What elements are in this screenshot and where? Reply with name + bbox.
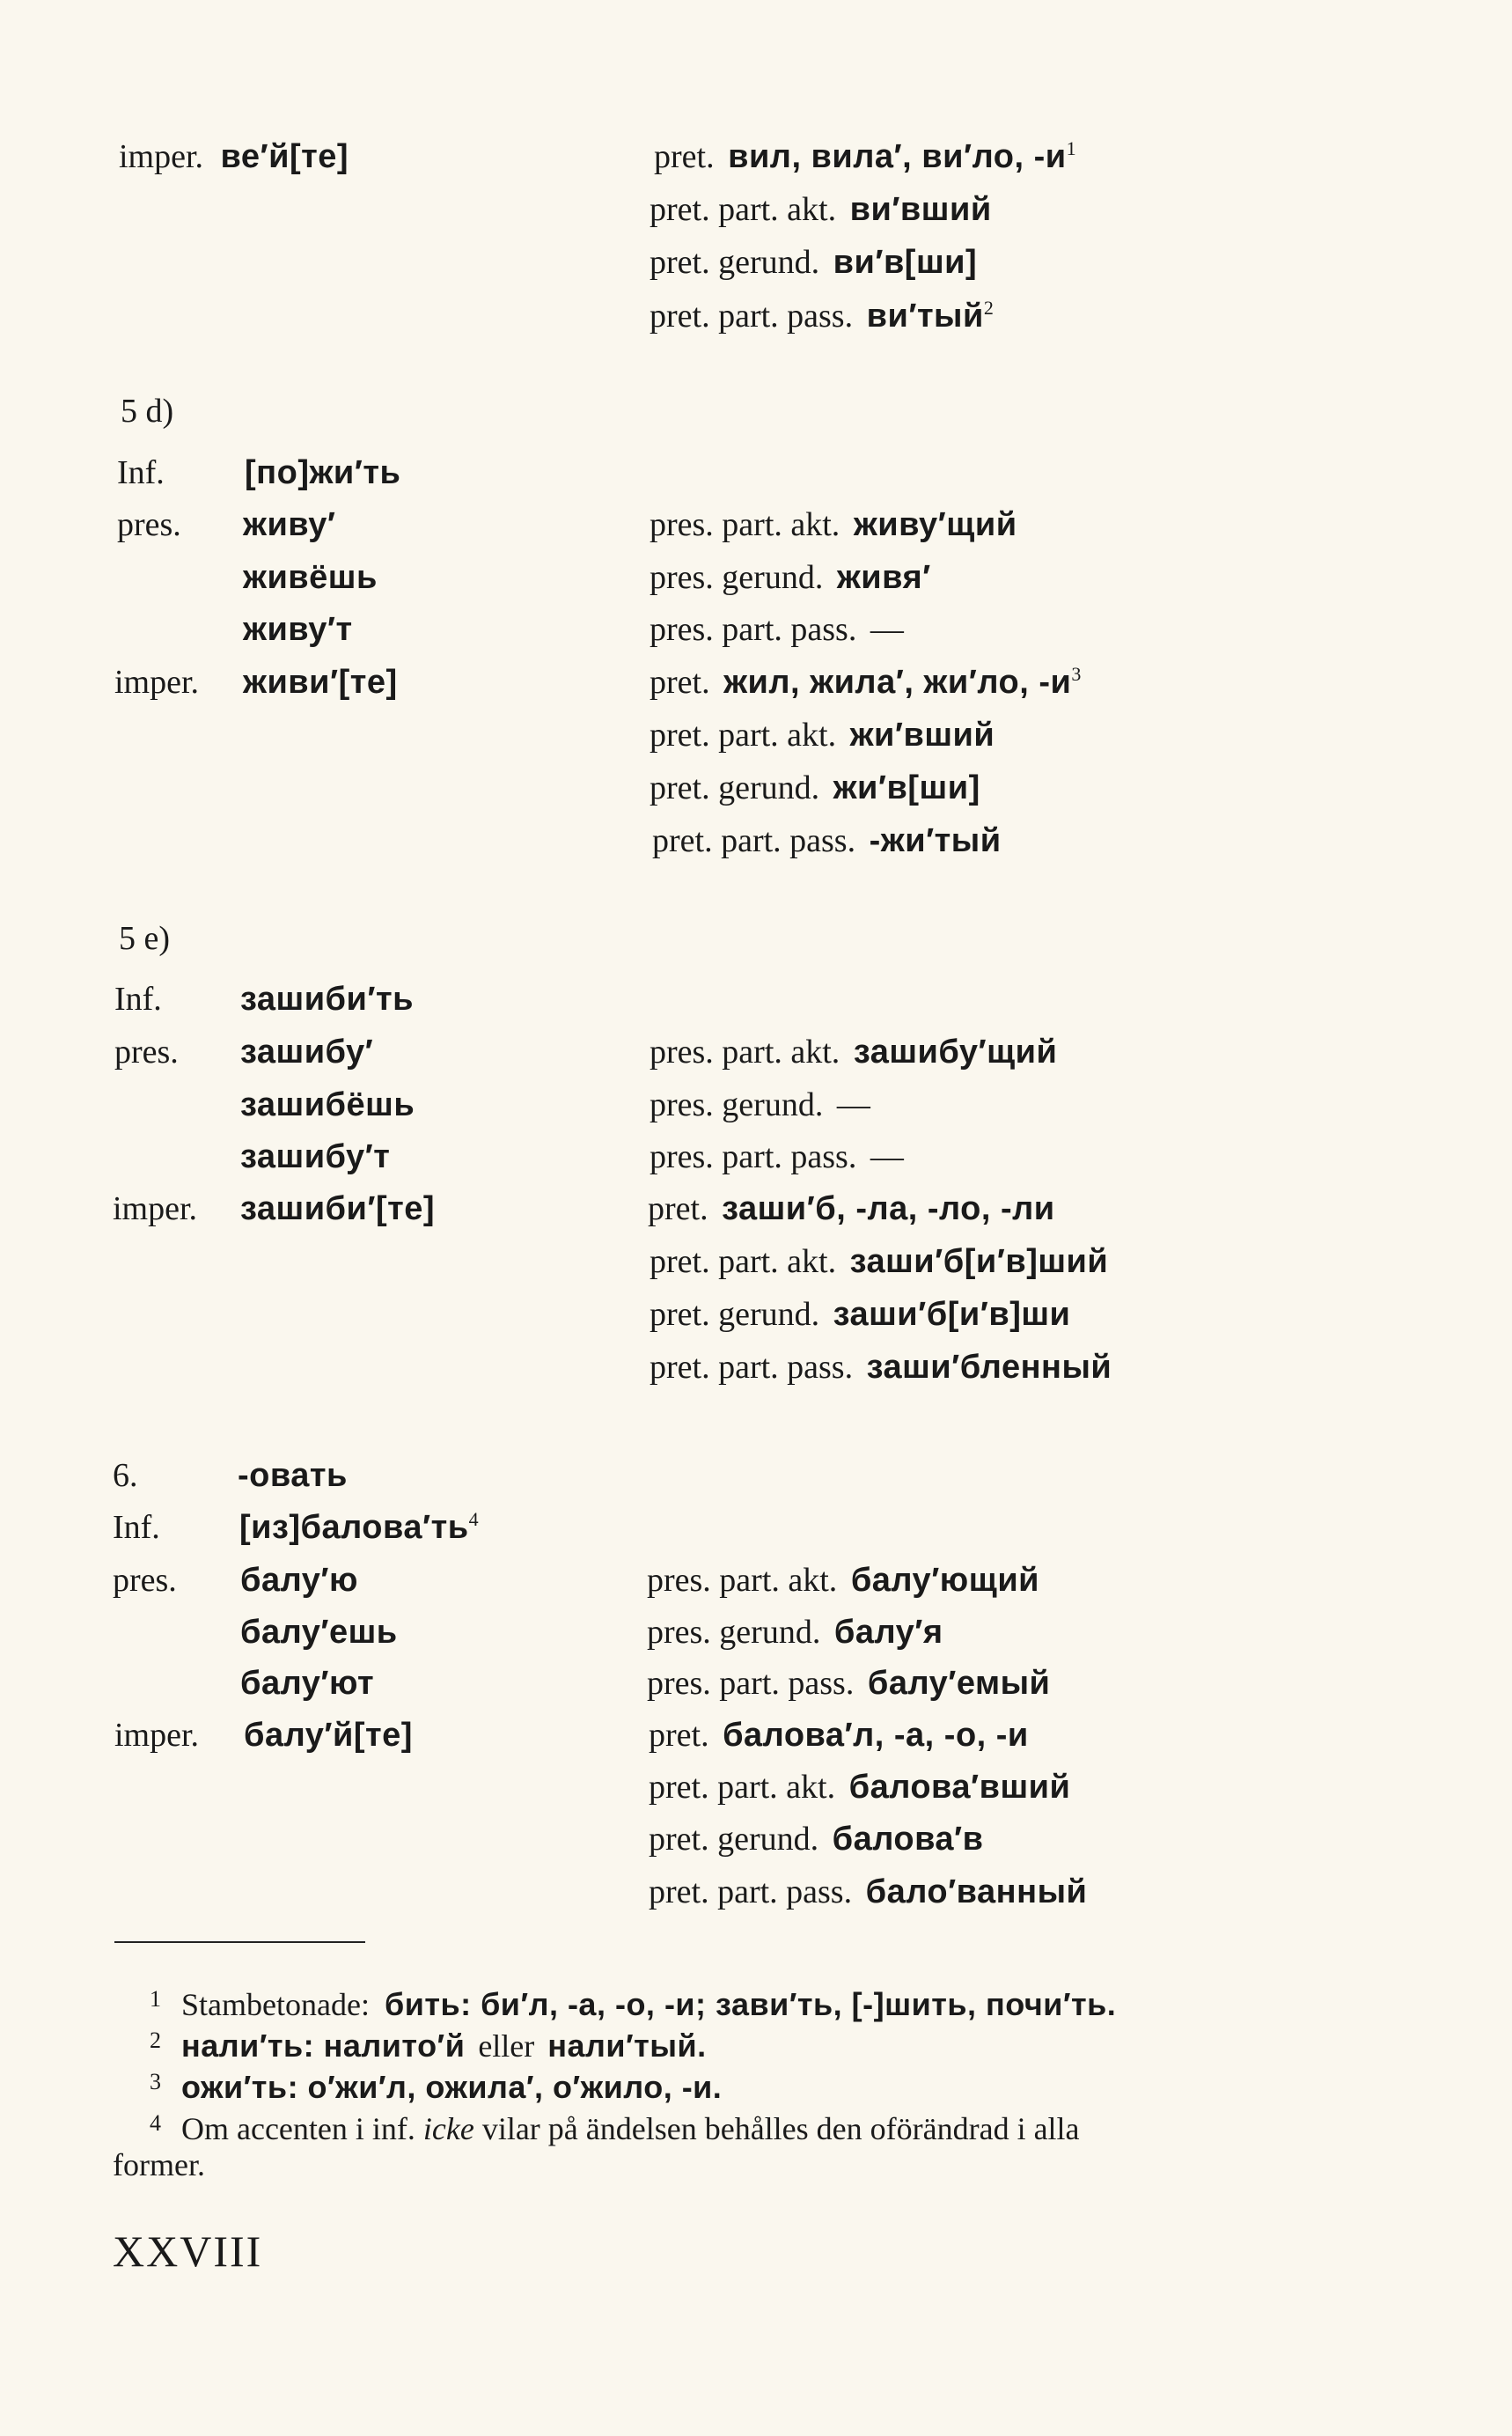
right-row [652, 821, 1002, 861]
footnote-4 [150, 2103, 1080, 2149]
footnote-3 [150, 2062, 722, 2108]
footnote-emphasis: icke [422, 2111, 474, 2146]
right-row [650, 1032, 1057, 1072]
pres-form: зашибёшь [240, 1086, 415, 1123]
form-label: pret. part. pass. [652, 822, 856, 859]
right-row [647, 1612, 943, 1652]
footnote-text: eller [478, 2028, 535, 2064]
form-value: — [870, 1138, 904, 1175]
form-value: балу′я [833, 1614, 943, 1651]
right-row [650, 1137, 904, 1177]
form-label: pres. part. pass. [650, 611, 857, 648]
pres-form: балу′ешь [240, 1614, 398, 1651]
form-label: pret. part. pass. [649, 1873, 853, 1910]
form-value: — [870, 611, 904, 648]
footnote-ref: 1 [1066, 137, 1076, 159]
footnote-russian: нали′ть: налито′й [181, 2028, 466, 2064]
form-value: ви′в[ши] [833, 244, 978, 281]
footnote-ref: 3 [1071, 663, 1082, 685]
form-value: балу′ющий [850, 1562, 1040, 1599]
right-row [649, 1872, 1087, 1912]
right-row [650, 189, 992, 230]
form-value: балова′вший [848, 1769, 1071, 1806]
section-number: 6. [113, 1457, 138, 1494]
pres-form: балу′ю [240, 1562, 358, 1599]
form-value: живу′щий [853, 506, 1017, 543]
pres-label: pres. [117, 506, 181, 543]
footnote-number: 1 [150, 1986, 161, 2012]
right-row [650, 1347, 1112, 1387]
imper-label: imper. [113, 1190, 198, 1227]
footnote-4-continued: former. [113, 2147, 205, 2182]
right-row [650, 662, 1081, 703]
section-suffix: -овать [238, 1457, 348, 1494]
footnote-text: vilar på ändelsen behålles den oförändrad i alla [481, 2111, 1080, 2146]
footnote-number: 3 [150, 2069, 161, 2094]
imper-form: ве′й[те] [220, 138, 349, 175]
footnote-2 [150, 2020, 707, 2066]
right-row [654, 136, 1076, 177]
form-value: заши′бленный [866, 1349, 1112, 1386]
footnote-divider [114, 1941, 365, 1943]
form-label: pres. gerund. [650, 559, 824, 596]
right-row [650, 715, 995, 755]
right-row [650, 768, 980, 808]
right-row [650, 1294, 1070, 1335]
pres-label: pres. [114, 1034, 179, 1071]
form-value: -жи′тый [869, 822, 1002, 859]
form-label: pret. part. akt. [650, 1243, 837, 1280]
form-label: pres. part. akt. [650, 1034, 840, 1071]
pres-form: живу′т [243, 611, 353, 648]
right-row [650, 504, 1017, 545]
pres-form: живу′ [243, 506, 336, 543]
pres-label: pres. [113, 1562, 177, 1599]
form-label: pret. gerund. [650, 769, 820, 806]
pres-form: зашибу′ [240, 1034, 374, 1071]
form-value: ви′тый [866, 298, 984, 335]
right-row [650, 1085, 870, 1125]
form-value: вил, вила′, ви′ло, -и [728, 138, 1067, 175]
form-value: заши′б[и′в]ший [849, 1243, 1109, 1280]
footnote-text: Om accenten i inf. [181, 2111, 415, 2146]
form-value: жи′в[ши] [833, 769, 980, 806]
form-label: pret. part. akt. [649, 1769, 836, 1806]
form-value: жил, жила′, жи′ло, -и [723, 664, 1072, 701]
form-value: балова′л, -а, -о, -и [723, 1717, 1029, 1754]
right-row [650, 242, 977, 283]
form-label: pres. part. akt. [647, 1562, 838, 1599]
right-row [649, 1767, 1070, 1807]
form-label: pret. [654, 138, 715, 175]
form-value: жи′вший [849, 717, 995, 754]
form-label: pres. part. pass. [647, 1665, 855, 1702]
form-value: балова′в [832, 1821, 984, 1858]
form-value: бало′ванный [865, 1873, 1088, 1910]
form-label: pret. part. pass. [650, 298, 854, 335]
section-heading: 5 e) [119, 920, 171, 957]
imper-form: живи′[те] [243, 664, 398, 701]
right-row [647, 1560, 1039, 1601]
imper-label: imper. [119, 138, 204, 175]
right-row [647, 1663, 1050, 1704]
form-label: pres. gerund. [650, 1086, 824, 1123]
footnote-text: Stambetonade: [181, 1987, 370, 2022]
footnote-number: 4 [150, 2110, 161, 2136]
form-label: pres. part. pass. [650, 1138, 857, 1175]
footnote-1 [150, 1979, 1116, 2025]
page-number: XXVIII [113, 2226, 263, 2276]
inf-label: Inf. [113, 1509, 160, 1546]
right-row [648, 1189, 1055, 1229]
form-label: pret. part. akt. [650, 717, 837, 754]
inf-label: Inf. [117, 454, 165, 491]
form-label: pret. [650, 664, 710, 701]
form-label: pret. gerund. [650, 1296, 820, 1333]
footnote-russian: ожи′ть: о′жи′л, ожила′, о′жило, -и. [181, 2069, 723, 2105]
inf-row [239, 1507, 479, 1548]
imper-form: зашиби′[те] [240, 1190, 436, 1227]
pres-form: живёшь [243, 559, 378, 596]
form-value: живя′ [836, 559, 931, 596]
inf-form: [по]жи′ть [245, 454, 401, 491]
form-label: pres. gerund. [647, 1614, 821, 1651]
pres-form: балу′ют [240, 1665, 375, 1702]
right-row [650, 557, 931, 598]
form-label: pret. part. pass. [650, 1349, 854, 1386]
form-label: pret. gerund. [649, 1821, 819, 1858]
form-value: балу′емый [867, 1665, 1051, 1702]
footnote-ref: 2 [983, 297, 994, 319]
footnote-ref: 4 [468, 1508, 479, 1530]
inf-form: зашиби′ть [240, 981, 414, 1018]
imper-label: imper. [114, 1717, 200, 1754]
form-label: pret. [649, 1717, 709, 1754]
right-row [650, 296, 994, 336]
footnote-russian: нали′тый. [547, 2028, 707, 2064]
pres-form: зашибу′т [240, 1138, 391, 1175]
form-label: pret. part. akt. [650, 191, 837, 228]
right-row [649, 1715, 1029, 1755]
imper-form: балу′й[те] [244, 1717, 413, 1754]
footnote-number: 2 [150, 2028, 161, 2053]
form-value: заши′б[и′в]ши [833, 1296, 1071, 1333]
form-value: заши′б, -ла, -ло, -ли [722, 1190, 1055, 1227]
inf-form: [из]балова′ть [239, 1509, 469, 1546]
form-label: pret. [648, 1190, 708, 1227]
inf-label: Inf. [114, 981, 162, 1018]
form-value: — [836, 1086, 870, 1123]
right-row [649, 1819, 984, 1859]
form-value: зашибу′щий [853, 1034, 1058, 1071]
section-heading: 5 d) [121, 393, 174, 430]
form-label: pres. part. akt. [650, 506, 840, 543]
form-value: ви′вший [849, 191, 992, 228]
footnote-russian: бить: би′л, -а, -о, -и; зави′ть, [-]шить, почи′ть. [384, 1986, 1117, 2022]
right-row [650, 609, 904, 650]
imper-row [119, 136, 349, 177]
right-row [650, 1241, 1108, 1282]
imper-label: imper. [114, 664, 200, 701]
form-label: pret. gerund. [650, 244, 820, 281]
